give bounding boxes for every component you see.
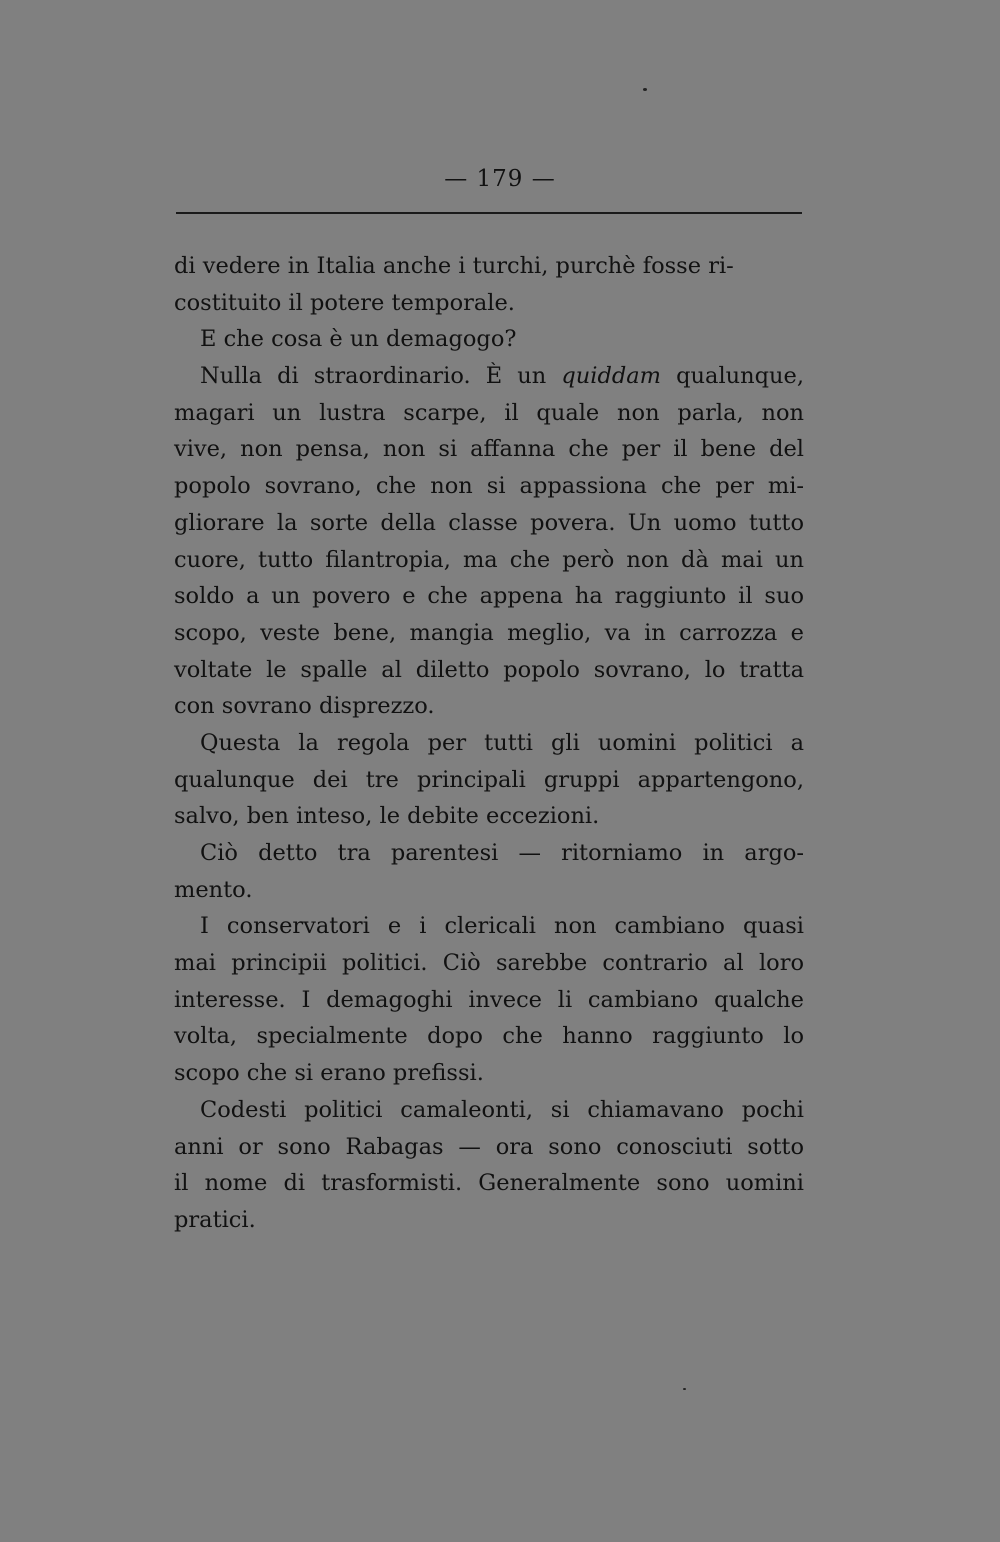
text-segment: qualunque, xyxy=(661,363,804,390)
text-line: soldo a un povero e che appena ha raggiunto il suo xyxy=(174,583,804,610)
text-line: qualunque dei tre principali gruppi appartengono, xyxy=(174,766,804,793)
scan-speck xyxy=(643,88,647,91)
text-line: mento. xyxy=(174,876,253,903)
text-line: scopo che si erano prefissi. xyxy=(174,1060,484,1087)
text-line: il nome di trasformisti. Generalmente sono uomini xyxy=(174,1170,804,1197)
text-line: mai principii politici. Ciò sarebbe contrario al loro xyxy=(174,950,804,977)
text-line: cuore, tutto filantropia, ma che però non dà mai un xyxy=(174,546,804,573)
text-line: Codesti politici camaleonti, si chiamavano pochi xyxy=(200,1096,804,1123)
body-text xyxy=(174,248,804,1239)
header-rule xyxy=(176,212,802,214)
text-line: con sovrano disprezzo. xyxy=(174,693,435,720)
text-line: pratici. xyxy=(174,1206,256,1233)
text-line: popolo sovrano, che non si appassiona che per mi- xyxy=(174,473,804,500)
italic-word: quiddam xyxy=(561,363,662,390)
text-line: di vedere in Italia anche i turchi, purchè fosse ri- xyxy=(174,253,734,279)
text-line: interesse. I demagoghi invece li cambiano qualche xyxy=(174,986,804,1013)
text-line: voltate le spalle al diletto popolo sovrano, lo tratta xyxy=(174,656,804,683)
text-line: Ciò detto tra parentesi — ritorniamo in argo- xyxy=(200,840,804,866)
text-line: volta, specialmente dopo che hanno raggiunto lo xyxy=(174,1023,804,1050)
text-line: costituito il potere temporale. xyxy=(174,289,515,316)
text-segment: Nulla di straordinario. È un xyxy=(200,363,562,390)
text-line xyxy=(174,358,804,395)
text-line: anni or sono Rabagas — ora sono conosciuti sotto xyxy=(174,1133,804,1160)
text-line: magari un lustra scarpe, il quale non parla, non xyxy=(174,399,804,426)
text-line: vive, non pensa, non si affanna che per il bene del xyxy=(174,436,804,463)
text-line: gliorare la sorte della classe povera. Un uomo tutto xyxy=(174,509,804,536)
text-line: E che cosa è un demagogo? xyxy=(200,326,517,353)
text-line: salvo, ben inteso, le debite eccezioni. xyxy=(174,803,600,830)
text-line: Questa la regola per tutti gli uomini politici a xyxy=(200,729,804,756)
text-line: scopo, veste bene, mangia meglio, va in carrozza e xyxy=(174,619,804,646)
scan-speck xyxy=(683,1388,686,1390)
text-line: I conservatori e i clericali non cambiano quasi xyxy=(200,913,804,940)
page-number: — 179 — xyxy=(444,166,556,192)
